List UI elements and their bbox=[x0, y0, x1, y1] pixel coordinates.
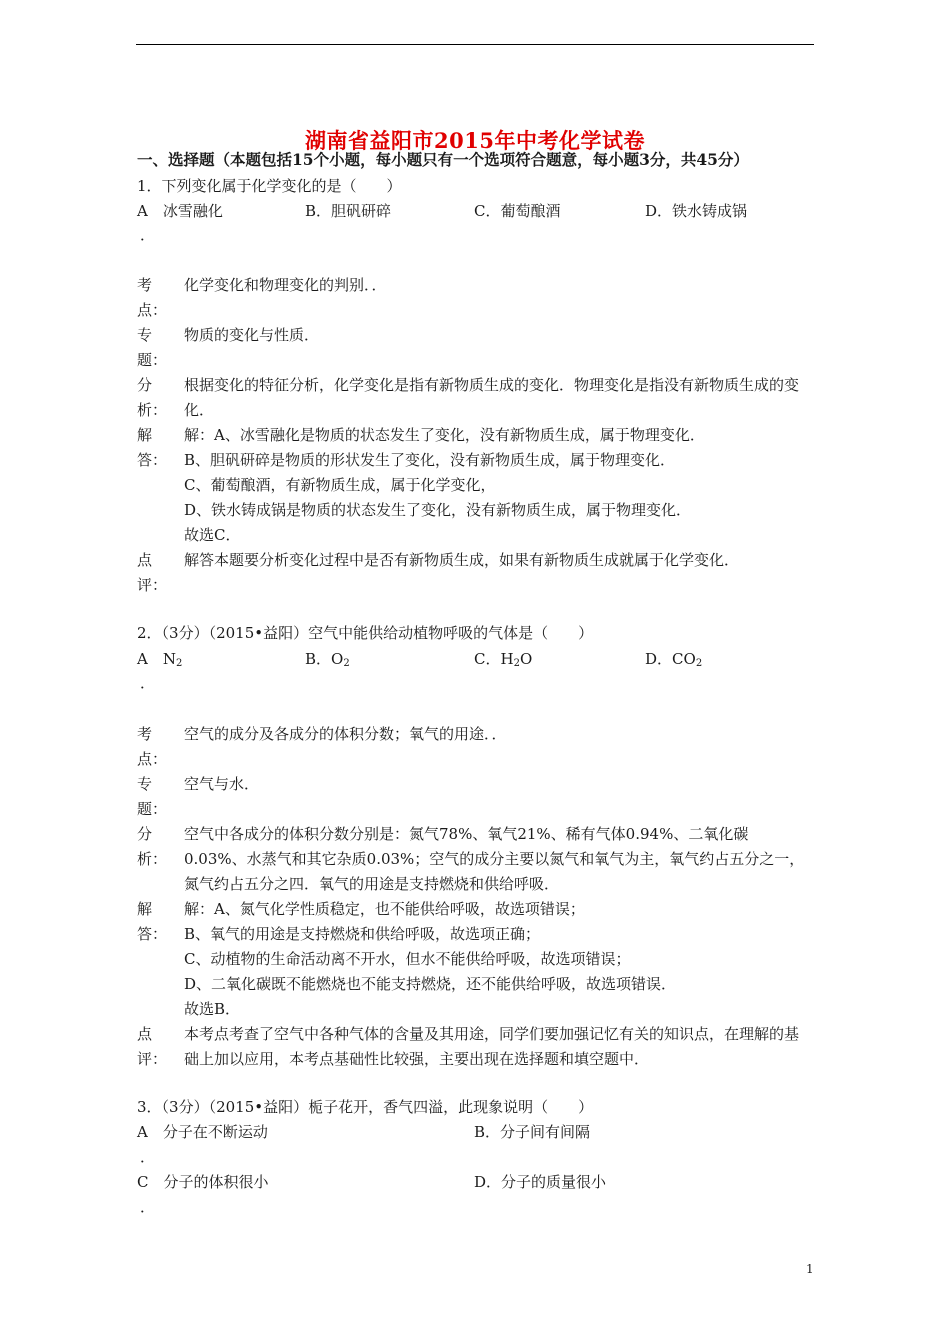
q2-zhuanti-label: 专 题： bbox=[137, 775, 168, 818]
q1-option-b: B．胆矾研碎 bbox=[305, 202, 392, 220]
q1-jieda-line: D、铁水铸成锅是物质的状态发生了变化，没有新物质生成，属于物理变化． bbox=[184, 501, 692, 519]
q1-zhuanti-label: 专 题： bbox=[137, 326, 168, 369]
q1-dianping-text: 解答本题要分析变化过程中是否有新物质生成，如果有新物质生成就属于化学变化． bbox=[184, 551, 740, 569]
q2-zhuanti-text: 空气与水． bbox=[184, 775, 260, 793]
q2-kaodian-text: 空气的成分及各成分的体积分数；氧气的用途．． bbox=[184, 725, 507, 743]
question-1-stem: 1．下列变化属于化学变化的是（ ） bbox=[137, 177, 402, 195]
page-number: 1 bbox=[806, 1262, 814, 1276]
q1-option-a: A 冰雪融化 bbox=[137, 202, 223, 220]
q2-jieda-line: 故选B． bbox=[184, 1000, 241, 1018]
q3-option-d: D．分子的质量很小 bbox=[474, 1173, 607, 1191]
q1-kaodian-text: 化学变化和物理变化的判别．． bbox=[184, 276, 387, 294]
q1-zhuanti-text: 物质的变化与性质． bbox=[184, 326, 320, 344]
q1-jieda-line: C、葡萄酿酒，有新物质生成，属于化学变化， bbox=[184, 476, 496, 494]
q1-option-c: C．葡萄酿酒 bbox=[474, 202, 561, 220]
q2-kaodian-label: 考 点： bbox=[137, 725, 168, 768]
q1-jieda-text bbox=[184, 423, 808, 548]
q2-fenxi-label: 分 析： bbox=[137, 825, 168, 868]
q2-option-c: C．$H_2O$ bbox=[474, 650, 533, 669]
section-heading: 一、选择题（本题包括15个小题，每小题只有一个选项符合题意，每小题3分，共45分） bbox=[137, 150, 749, 169]
q1-jieda-line: 故选C． bbox=[184, 526, 241, 544]
q2-dianping-label: 点 评： bbox=[137, 1025, 168, 1068]
q2-jieda-line: C、动植物的生命活动离不开水，但水不能供给呼吸，故选项错误； bbox=[184, 950, 631, 968]
q1-dianping-label: 点 评： bbox=[137, 551, 168, 594]
q2-jieda-line: 解：A、氮气化学性质稳定，也不能供给呼吸，故选项错误； bbox=[184, 900, 585, 918]
q2-jieda-text bbox=[184, 897, 808, 1022]
q2-option-b: B．$O_2$ bbox=[305, 650, 350, 669]
q2-option-a: A $N_2$ bbox=[137, 650, 183, 669]
q1-fenxi-text: 根据变化的特征分析，化学变化是指有新物质生成的变化．物理变化是指没有新物质生成的变化． bbox=[184, 376, 800, 419]
q2-jieda-line: D、二氧化碳既不能燃烧也不能支持燃烧，还不能供给呼吸，故选项错误． bbox=[184, 975, 677, 993]
q1-fenxi-label: 分 析： bbox=[137, 376, 168, 419]
question-3-stem: 3．（3分）（2015•益阳）栀子花开，香气四溢，此现象说明（ ） bbox=[137, 1098, 594, 1116]
q1-jieda-label: 解 答： bbox=[137, 426, 168, 469]
q1-jieda-line: B、胆矾研碎是物质的形状发生了变化，没有新物质生成，属于物理变化． bbox=[184, 451, 676, 469]
q3-option-dot-2: ． bbox=[140, 1198, 156, 1216]
q3-option-a: A 分子在不断运动 bbox=[137, 1123, 268, 1141]
q3-option-b: B．分子间有间隔 bbox=[474, 1123, 591, 1141]
header-rule bbox=[136, 44, 814, 45]
q1-option-dot: ． bbox=[140, 226, 156, 244]
question-2-stem: 2．（3分）（2015•益阳）空气中能供给动植物呼吸的气体是（ ） bbox=[137, 624, 594, 642]
q2-jieda-label: 解 答： bbox=[137, 900, 168, 943]
q2-option-d: D．$CO_2$ bbox=[645, 650, 703, 669]
q1-option-d: D．铁水铸成锅 bbox=[645, 202, 748, 220]
page-title: 湖南省益阳市2015年中考化学试卷 bbox=[305, 128, 645, 153]
q1-jieda-line: 解：A、冰雪融化是物质的状态发生了变化，没有新物质生成，属于物理变化． bbox=[184, 426, 705, 444]
q2-fenxi-text: 空气中各成分的体积分数分别是：氮气78%、氧气21%、稀有气体0.94%、二氧化碳0.03%、水蒸气和其它杂质0.03%；空气的成分主要以氮气和氧气为主，氧气约占五分之一，氮气约占五分之四．氧气的用途是支持燃烧和供给呼吸． bbox=[184, 825, 805, 893]
q2-jieda-line: B、氧气的用途是支持燃烧和供给呼吸，故选项正确； bbox=[184, 925, 541, 943]
q2-option-dot: ． bbox=[140, 674, 156, 692]
q1-kaodian-label: 考 点： bbox=[137, 276, 168, 319]
q3-option-dot-1: ． bbox=[140, 1148, 156, 1166]
q3-option-c: C 分子的体积很小 bbox=[137, 1173, 269, 1191]
q2-dianping-text: 本考点考查了空气中各种气体的含量及其用途，同学们要加强记忆有关的知识点，在理解的基础上加以应用，本考点基础性比较强，主要出现在选择题和填空题中． bbox=[184, 1025, 800, 1068]
